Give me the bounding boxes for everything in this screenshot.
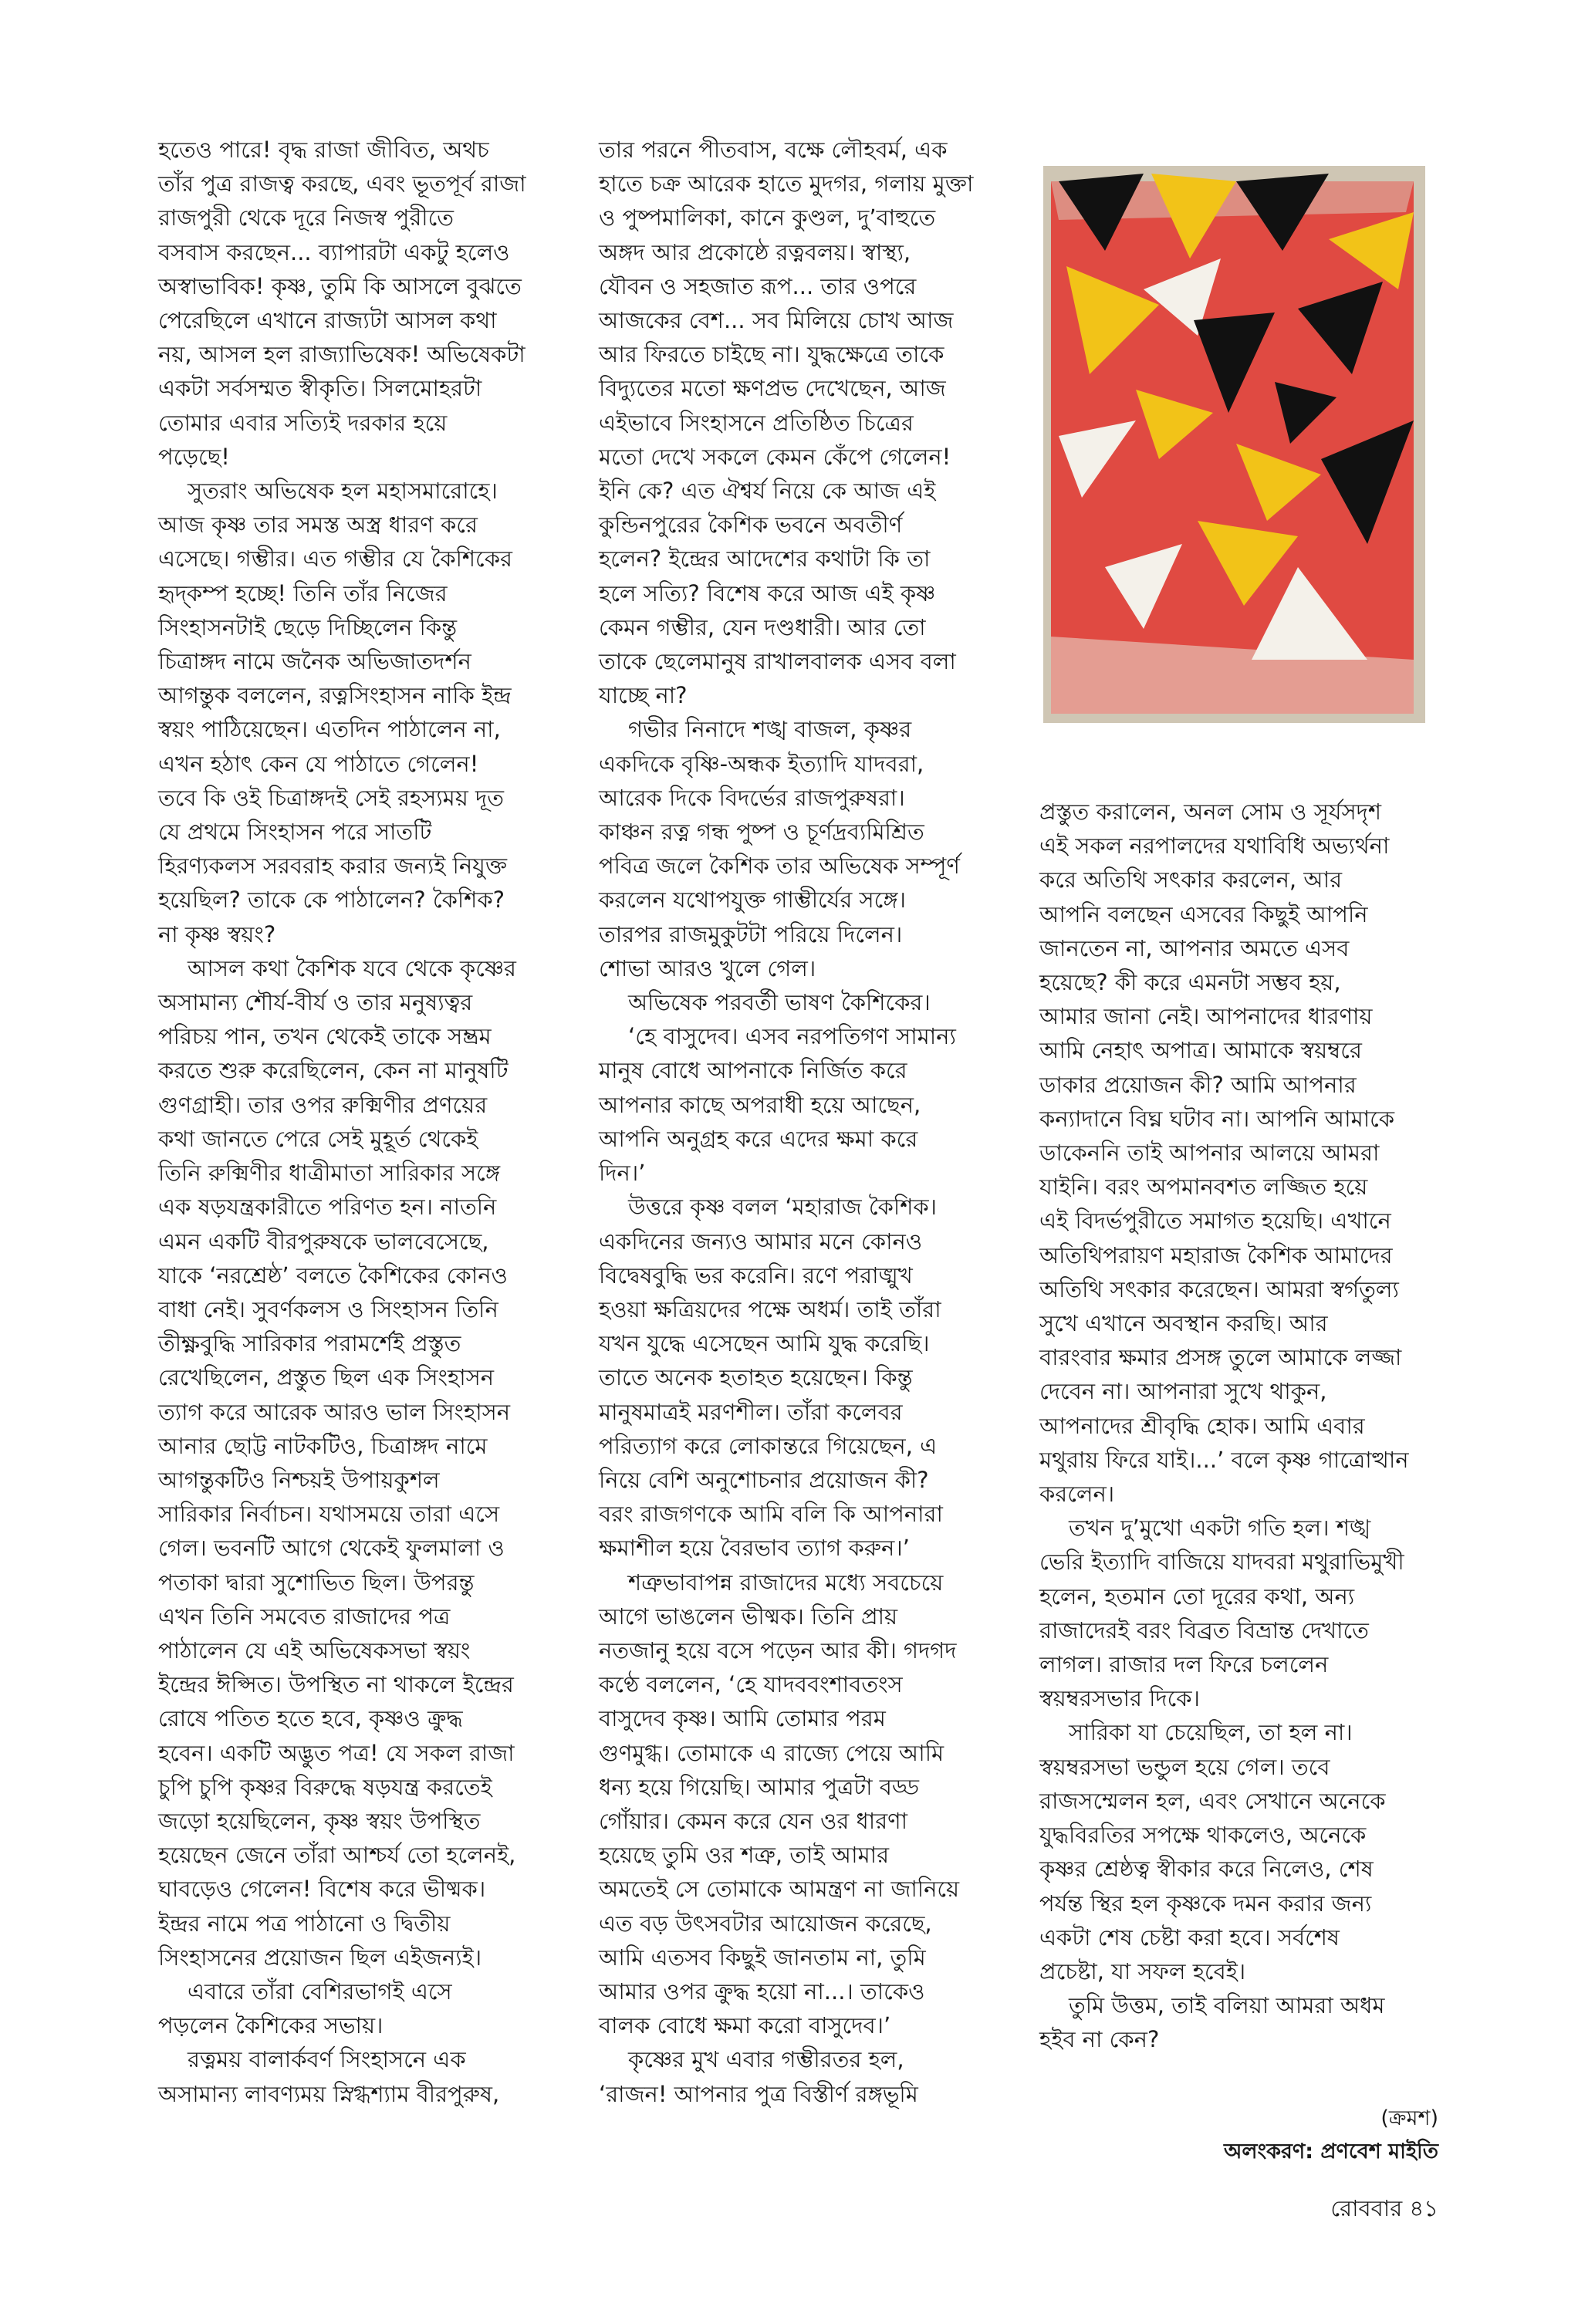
paragraph: উত্তরে কৃষ্ণ বলল ‘মহারাজ কৈশিক। একদিনের জন্যও আমার মনে কোনও বিদ্বেষবুদ্ধি ভর করেনি। রণে পরাঙ্মুখ হওয়া ক্ষত্রিয়দের পক্ষে অধর্ম। তাই তাঁরা যখন যুদ্ধে এসেছেন আমি যুদ্ধ করেছি। তাতে অনেক হতাহত হয়েছেন। কিন্তু মানুষমাত্রই মরণশীল। তাঁরা কলেবর পরিত্যাগ করে লোকান্তরে গিয়েছেন, এ নিয়ে বেশি অনুশোচনার প্রয়োজন কী? বরং রাজগণকে আমি বলি কি আপনারা ক্ষমাশীল হয়ে বৈরভাব ত্যাগ করুন।’ [599, 1194, 943, 1562]
illustration-triangles [1043, 166, 1425, 723]
paragraph: শত্রুভাবাপন্ন রাজাদের মধ্যে সবচেয়ে আগে ভাঙলেন ভীষ্মক। তিনি প্রায় নতজানু হয়ে বসে পড়েন আর কী। গদগদ কণ্ঠে বললেন, ‘হে যাদববংশাবতংস বাসুদেব কৃষ্ণ। আমি তোমার পরম গুণমুগ্ধ। তোমাকে এ রাজ্যে পেয়ে আমি ধন্য হয়ে গিয়েছি। আমার পুত্রটা বড্ড গোঁয়ার। কেমন করে যেন ওর ধারণা হয়েছে তুমি ওর শত্রু, তাই আমার অমতেই সে তোমাকে আমন্ত্রণ না জানিয়ে এত বড় উৎসবটার আয়োজন করেছে, আমি এতসব কিছুই জানতাম না, তুমি আমার ওপর ক্রুদ্ধ হয়ো না...। তাকেও বালক বোধে ক্ষমা করো বাসুদেব।’ [599, 1569, 960, 2039]
paragraph: তার পরনে পীতবাস, বক্ষে লৌহবর্ম, এক হাতে চক্র আরেক হাতে মুদগর, গলায় মুক্তা ও পুষ্পমালিকা, কানে কুণ্ডল, দু’বাহুতে অঙ্গদ আর প্রকোষ্ঠে রত্নবলয়। স্বাস্থ্য, যৌবন ও সহজাত রূপ... তার ওপরে আজকের বেশ... সব মিলিয়ে চোখ আজ আর ফিরতে চাইছে না। যুদ্ধক্ষেত্রে তাকে বিদ্যুতের মতো ক্ষণপ্রভ দেখেছেন, আজ এইভাবে সিংহাসনে প্রতিষ্ঠিত চিত্রের মতো দেখে সকলে কেমন কেঁপে গেলেন! ইনি কে? এত ঐশ্বর্য নিয়ে কে আজ এই কুন্ডিনপুরের কৈশিক ভবনে অবতীর্ণ হলেন? ইন্দ্রের আদেশের কথাটা কি তা হলে সত্যি? বিশেষ করে আজ এই কৃষ্ণ কেমন গম্ভীর, যেন দণ্ডধারী। আর তো তাকে ছেলেমানুষ রাখালবালক এসব বলা যাচ্ছে না? [599, 137, 974, 709]
illustration-svg [1043, 166, 1425, 723]
paragraph: আসল কথা কৈশিক যবে থেকে কৃষ্ণের অসামান্য শৌর্য-বীর্য ও তার মনুষ্যত্বর পরিচয় পান, তখন থেকেই তাকে সম্ভ্রম করতে শুরু করেছিলেন, কেন না মানুষটি গুণগ্রাহী। তার ওপর রুক্মিণীর প্রণয়ের কথা জানতে পেরে সেই মুহূর্ত থেকেই তিনি রুক্মিণীর ধাত্রীমাতা সারিকার সঙ্গে এক ষড়যন্ত্রকারীতে পরিণত হন। নাতনি এমন একটি বীরপুরুষকে ভালবেসেছে, যাকে ‘নরশ্রেষ্ঠ’ বলতে কৈশিকের কোনও বাধা নেই। সুবর্ণকলস ও সিংহাসন তিনি তীক্ষ্ণবুদ্ধি সারিকার পরামর্শেই প্রস্তুত রেখেছিলেন, প্রস্তুত ছিল এক সিংহাসন ত্যাগ করে আরেক আরও ভাল সিংহাসন আনার ছোট্ট নাটকটিও, চিত্রাঙ্গদ নামে আগন্তুকটিও নিশ্চয়ই উপায়কুশল সারিকার নির্বাচন। যথাসময়ে তারা এসে গেল। ভবনটি আগে থেকেই ফুলমালা ও পতাকা দ্বারা সুশোভিত ছিল। উপরন্তু এখন তিনি সমবেত রাজাদের পত্র পাঠালেন যে এই অভিষেকসভা স্বয়ং ইন্দ্রের ঈপ্সিত। উপস্থিত না থাকলে ইন্দ্রের রোষে পতিত হতে হবে, কৃষ্ণও ক্রুদ্ধ হবেন। একটি অদ্ভুত পত্র! যে সকল রাজা চুপি চুপি কৃষ্ণর বিরুদ্ধে ষড়যন্ত্র করতেই জড়ো হয়েছিলেন, কৃষ্ণ স্বয়ং উপস্থিত হয়েছেন জেনে তাঁরা আশ্চর্য তো হলেনই, ঘাবড়েও গেলেন! বিশেষ করে ভীষ্মক। ইন্দ্রর নামে পত্র পাঠানো ও দ্বিতীয় সিংহাসনের প্রয়োজন ছিল এইজন্যই। [158, 954, 516, 1971]
paragraph: প্রস্তুত করালেন, অনল সোম ও সূর্যসদৃশ এই সকল নরপালদের যথাবিধি অভ্যর্থনা করে অতিথি সৎকার করলেন, আর আপনি বলছেন এসবের কিছুই আপনি জানতেন না, আপনার অমতে এসব হয়েছে? কী করে এমনটা সম্ভব হয়, আমার জানা নেই। আপনাদের ধারণায় আমি নেহাৎ অপাত্র। আমাকে স্বয়ম্বরে ডাকার প্রয়োজন কী? আমি আপনার কন্যাদানে বিঘ্ন ঘটাব না। আপনি আমাকে ডাকেননি তাই আপনার আলয়ে আমরা যাইনি। বরং অপমানবশত লজ্জিত হয়ে এই বিদর্ভপুরীতে সমাগত হয়েছি। এখানে অতিথিপরায়ণ মহারাজ কৈশিক আমাদের অতিথি সৎকার করেছেন। আমরা স্বর্গতুল্য সুখে এখানে অবস্থান করছি। আর বারংবার ক্ষমার প্রসঙ্গ তুলে আমাকে লজ্জা দেবেন না। আপনারা সুখে থাকুন, আপনাদের শ্রীবৃদ্ধি হোক। আমি এবার মথুরায় ফিরে যাই।...’ বলে কৃষ্ণ গাত্রোত্থান করলেন। [1039, 799, 1409, 1508]
paragraph: সুতরাং অভিষেক হল মহাসমারোহে। আজ কৃষ্ণ তার সমস্ত অস্ত্র ধারণ করে এসেছে। গম্ভীর। এত গম্ভীর যে কৈশিকের হৃদ্‌কম্প হচ্ছে! তিনি তাঁর নিজের সিংহাসনটাই ছেড়ে দিচ্ছিলেন কিন্তু চিত্রাঙ্গদ নামে জনৈক অভিজাতদর্শন আগন্তুক বললেন, রত্নসিংহাসন নাকি ইন্দ্র স্বয়ং পাঠিয়েছেন। এতদিন পাঠালেন না, এখন হঠাৎ কেন যে পাঠাতে গেলেন! তবে কি ওই চিত্রাঙ্গদই সেই রহস্যময় দূত যে প্রথমে সিংহাসন পরে সাতটি হিরণ্যকলস সরবরাহ করার জন্যই নিযুক্ত হয়েছিল? তাকে কে পাঠালেন? কৈশিক? না কৃষ্ণ স্বয়ং? [158, 478, 512, 948]
paragraph: অভিষেক পরবর্তী ভাষণ কৈশিকের। [628, 989, 931, 1016]
page-folio: রোববার ৪১ [1330, 2195, 1438, 2221]
paragraph: তখন দু’মুখো একটা গতি হল। শঙ্খ ভেরি ইত্যাদি বাজিয়ে যাদবরা মথুরাভিমুখী হলেন, হতমান তো দূরের কথা, অন্য রাজাদেরই বরং বিব্রত বিভ্রান্ত দেখাতে লাগল। রাজার দল ফিরে চললেন স্বয়ম্বরসভার দিকে। [1039, 1515, 1404, 1712]
paragraph: তুমি উত্তম, তাই বলিয়া আমরা অধম হইব না কেন? [1039, 1992, 1385, 2053]
paragraph: হতেও পারে! বৃদ্ধ রাজা জীবিত, অথচ তাঁর পুত্র রাজত্ব করছে, এবং ভূতপূর্ব রাজা রাজপুরী থেকে দূরে নিজস্ব পুরীতে বসবাস করছেন... ব্যাপারটা একটু হলেও অস্বাভাবিক! কৃষ্ণ, তুমি কি আসলে বুঝতে পেরেছিলে এখানে রাজ্যটা আসল কথা নয়, আসল হল রাজ্যাভিষেক! অভিষেকটা একটা সর্বসম্মত স্বীকৃতি। সিলমোহরটা তোমার এবার সত্যিই দরকার হয়ে পড়েছে! [158, 137, 526, 470]
paragraph: রত্নময় বালার্কবর্ণ সিংহাসনে এক অসামান্য লাবণ্যময় স্নিগ্ধশ্যাম বীরপুরুষ, [158, 2046, 500, 2107]
paragraph: সারিকা যা চেয়েছিল, তা হল না। স্বয়ম্বরসভা ভন্ডুল হয়ে গেল। তবে রাজসম্মেলন হল, এবং সেখানে অনেকে যুদ্ধবিরতির সপক্ষে থাকলেও, অনেকে কৃষ্ণর শ্রেষ্ঠত্ব স্বীকার করে নিলেও, শেষ পর্যন্ত স্থির হল কৃষ্ণকে দমন করার জন্য একটা শেষ চেষ্টা করা হবে। সর্বশেষ প্রচেষ্টা, যা সফল হবেই। [1039, 1719, 1386, 1985]
paragraph: কৃষ্ণের মুখ এবার গম্ভীরতর হল, ‘রাজন! আপনার পুত্র বিস্তীর্ণ রঙ্গভূমি [599, 2046, 918, 2107]
continued-marker: (ক্রমশ) [1380, 2106, 1438, 2130]
column-2 [599, 133, 1019, 2111]
column-3 [1039, 795, 1460, 2057]
paragraph: ‘হে বাসুদেব। এসব নরপতিগণ সামান্য মানুষ বোধে আপনাকে নির্জিত করে আপনার কাছে অপরাধী হয়ে আছেন, আপনি অনুগ্রহ করে এদের ক্ষমা করে দিন।’ [599, 1023, 956, 1187]
paragraph: এবারে তাঁরা বেশিরভাগই এসে পড়লেন কৈশিকের সভায়। [158, 1978, 452, 2039]
paragraph: গভীর নিনাদে শঙ্খ বাজল, কৃষ্ণর একদিকে বৃষ্ণি-অন্ধক ইত্যাদি যাদবরা, আরেক দিকে বিদর্ভের রাজপুরুষরা। কাঞ্চন রত্ন গন্ধ পুষ্প ও চূর্ণদ্রব্যমিশ্রিত পবিত্র জলে কৈশিক তার অভিষেক সম্পূর্ণ করলেন যথোপযুক্ত গাম্ভীর্যের সঙ্গে। তারপর রাজমুকুটটা পরিয়ে দিলেন। শোভা আরও খুলে গেল। [599, 716, 960, 981]
illustration-credit: অলংকরণ: প্রণবেশ মাইতি [1224, 2140, 1438, 2164]
column-1 [158, 133, 579, 2111]
